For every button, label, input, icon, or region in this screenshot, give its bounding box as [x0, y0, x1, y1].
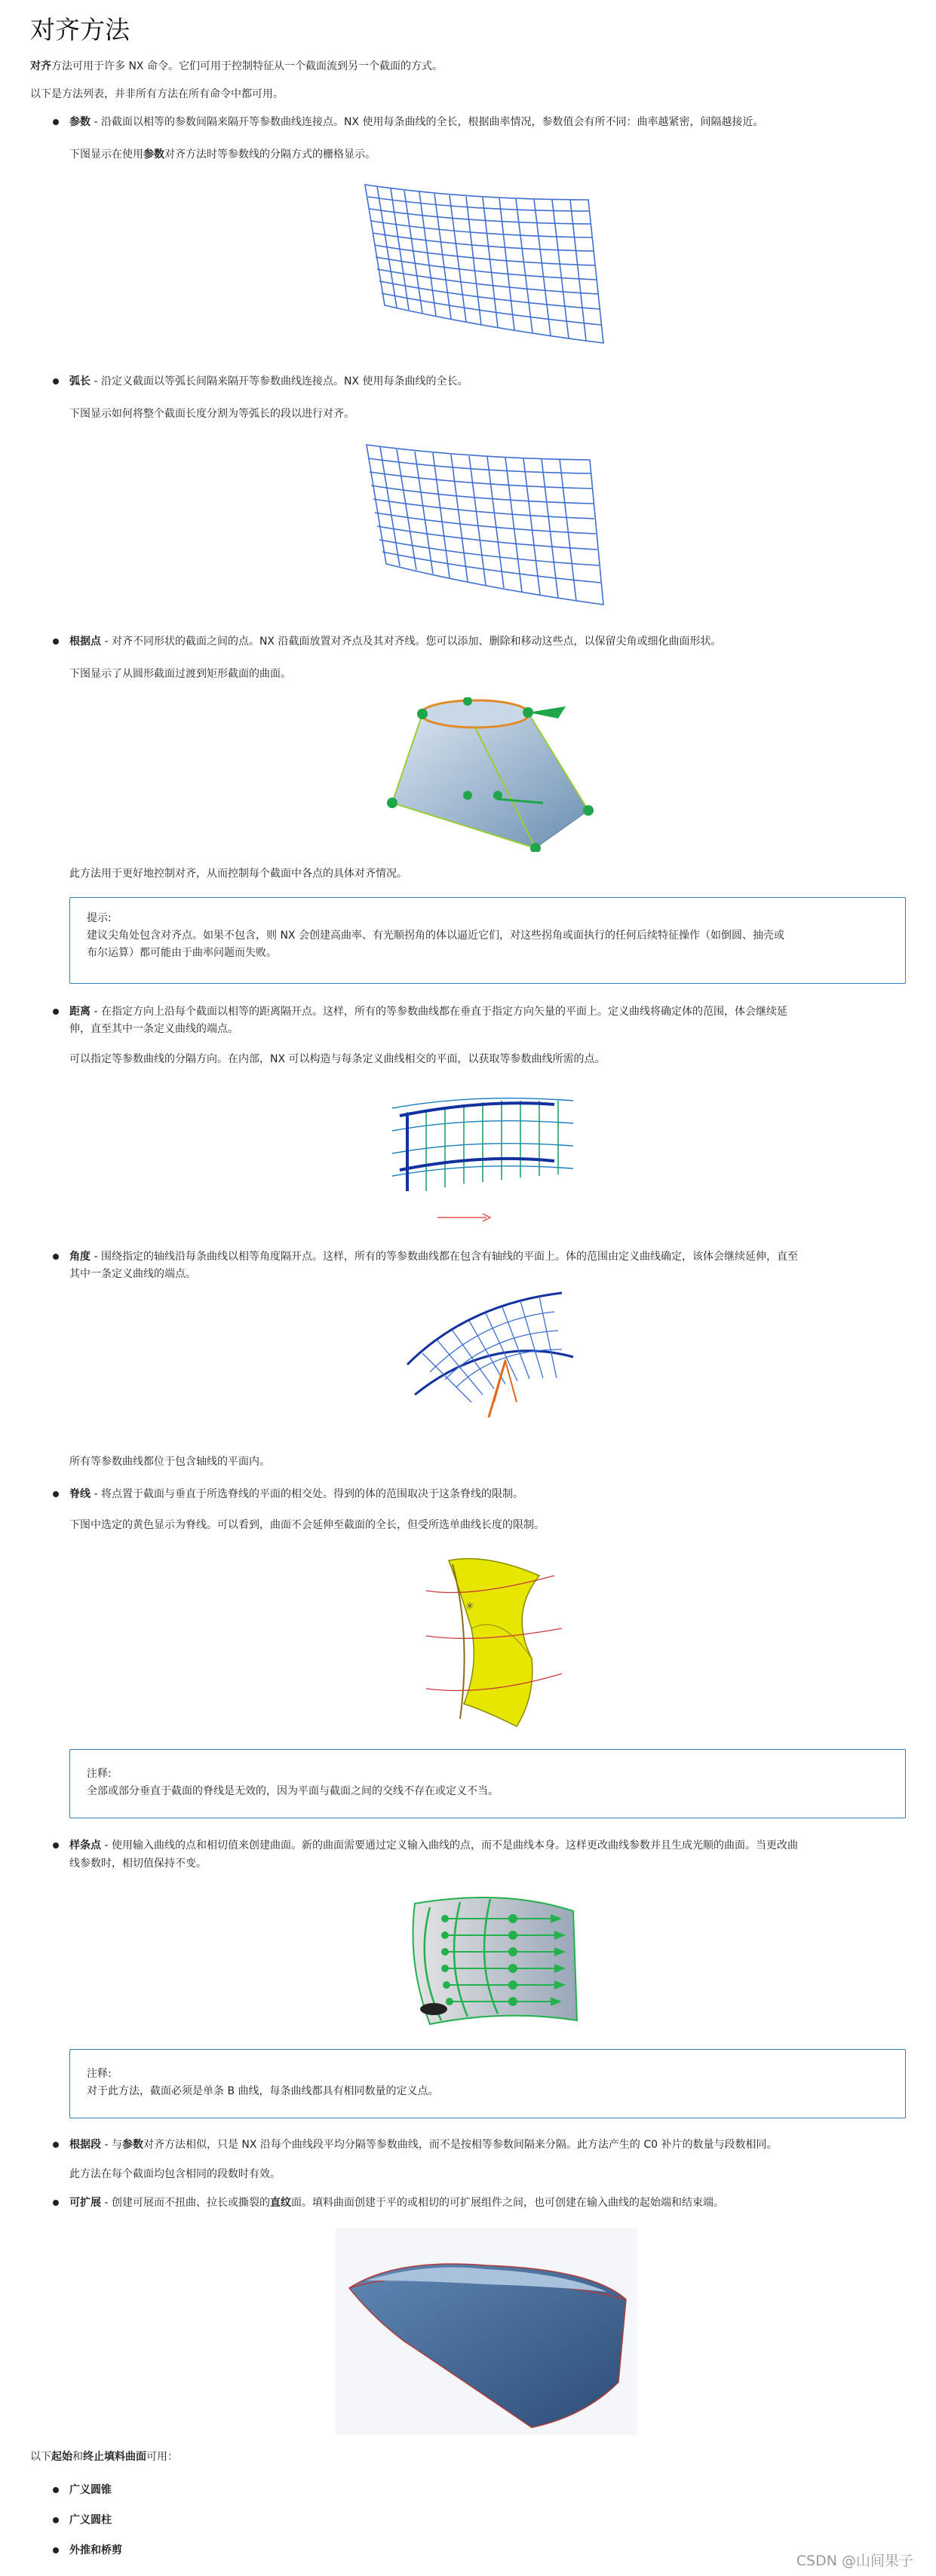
- bullet: [53, 2487, 59, 2493]
- item-sample: 样条点 - 使用输入曲线的点和相切值来创建曲面。新的曲面需要通过定义输入曲线的点，而不是曲线本身。这样更改曲线参数并且生成光顺的曲面。当更改曲: [69, 1839, 798, 1852]
- spine-figure: [419, 1545, 569, 1734]
- note2-text: 对于此方法，截面必须是单条 B 曲线，每条曲线都具有相同数量的定义点。: [87, 2085, 439, 2097]
- item-arc: 弧长 - 沿定义截面以等弧长间隔来隔开等参数曲线连接点。NX 使用每条曲线的全长。: [69, 375, 468, 387]
- param-grid-figure: [354, 177, 611, 362]
- arc-grid-figure: [354, 437, 611, 618]
- item-extend: 可扩展 - 创建可展而不扭曲、拉长或撕裂的直纹面。填料曲面创建于平的或相切的可扩展组件之间，也可创建在输入曲线的起始端和结束端。: [69, 2197, 724, 2209]
- item-sample-2: 线参数时，相切值保持不变。: [69, 1858, 207, 1870]
- bullet: [53, 1009, 59, 1015]
- bullet: [53, 639, 59, 645]
- watermark: CSDN @山间果子: [796, 2553, 913, 2569]
- extend-figure: [336, 2228, 637, 2435]
- outro: 以下起始和终止填料曲面可用：: [30, 2451, 178, 2463]
- outro-item-2: 广义圆柱: [69, 2514, 112, 2526]
- tip-line1: 建议尖角处包含对齐点。如果不包含，则 NX 会创建高曲率、有光顺拐角的体以逼近它们，对这些拐角或面执行的任何后续特征操作（如倒圆、抽壳或: [87, 930, 784, 942]
- item-spine: 脊线 - 将点置于截面与垂直于所选脊线的平面的相交处。得到的体的范围取决于这条脊线的限制。: [69, 1488, 523, 1500]
- item-points-sub: 下图显示了从圆形截面过渡到矩形截面的曲面。: [69, 668, 291, 680]
- bullet: [53, 2200, 59, 2206]
- bullet: [53, 2142, 59, 2148]
- item-angle-after: 所有等参数曲线都位于包含轴线的平面内。: [69, 1456, 270, 1468]
- bullet: [53, 1254, 59, 1260]
- item-distance: 距离 - 在指定方向上沿每个截面以相等的距离隔开点。这样，所有的等参数曲线都在垂直于指定方向矢量的平面上。定义曲线将确定体的范围，体会继续延: [69, 1006, 787, 1018]
- note2-label: 注释:: [87, 2068, 112, 2080]
- intro-paragraph: 对齐方法可用于许多 NX 命令。它们可用于控制特征从一个截面流到另一个截面的方式。: [30, 60, 443, 72]
- item-segment-sub: 此方法在每个截面均包含相同的段数时有效。: [69, 2168, 281, 2180]
- item-spine-sub: 下图中选定的黄色显示为脊线。可以看到，曲面不会延伸至截面的全长，但受所选单曲线长度的限制。: [69, 1519, 545, 1531]
- angle-figure: [400, 1289, 581, 1425]
- points-surface-figure: [377, 697, 596, 852]
- bullet: [53, 119, 59, 125]
- item-param: 参数 - 沿截面以相等的参数间隔来隔开等参数曲线连接点。NX 使用每条曲线的全长，根据曲率情况，参数值会有所不同：曲率越紧密，间隔越接近。: [69, 116, 764, 128]
- bullet: [53, 378, 59, 384]
- tip-label: 提示:: [87, 912, 112, 924]
- item-arc-sub: 下图显示如何将整个截面长度分割为等弧长的段以进行对齐。: [69, 408, 354, 420]
- item-angle: 角度 - 围绕指定的轴线沿每条曲线以相等角度隔开点。这样，所有的等参数曲线都在包含有轴线的平面上。体的范围由定义曲线确定，该体会继续延伸，直至: [69, 1251, 798, 1263]
- sample-figure: [400, 1888, 588, 2035]
- tip-line2: 布尔运算）都可能由于曲率问题而失败。: [87, 947, 277, 959]
- bullet: [53, 1842, 59, 1849]
- item-distance-2: 伸，直至其中一条定义曲线的端点。: [69, 1023, 238, 1035]
- bullet: [53, 2547, 59, 2553]
- item-segment: 根据段 - 与参数对齐方法相似，只是 NX 沿每个曲线段平均分隔等参数曲线，而不是按相等参数间隔来分隔。此方法产生的 C0 补片的数量与段数相同。: [69, 2139, 778, 2151]
- svg-text:✳: ✳: [465, 1600, 474, 1613]
- item-param-sub: 下图显示在使用参数对齐方法时等参数线的分隔方式的栅格显示。: [69, 149, 376, 161]
- outro-item-3: 外推和桥剪: [69, 2544, 122, 2556]
- note1-box: [69, 1749, 906, 1818]
- note1-text: 全部或部分垂直于截面的脊线是无效的，因为平面与截面之间的交线不存在或定义不当。: [87, 1785, 499, 1797]
- distance-figure: [385, 1086, 581, 1236]
- bullet: [53, 2517, 59, 2523]
- page-title: 对齐方法: [30, 15, 130, 44]
- tip-box: [69, 897, 906, 984]
- item-distance-sub: 可以指定等参数曲线的分隔方向。在内部，NX 可以构造与每条定义曲线相交的平面，以获取等参数曲线所需的点。: [69, 1053, 606, 1065]
- outro-item-1: 广义圆锥: [69, 2484, 112, 2496]
- item-points-after: 此方法用于更好地控制对齐，从而控制每个截面中各点的具体对齐情况。: [69, 868, 407, 880]
- item-angle-2: 其中一条定义曲线的端点。: [69, 1268, 196, 1280]
- bullet: [53, 1491, 59, 1497]
- item-points: 根据点 - 对齐不同形状的截面之间的点。NX 沿截面放置对齐点及其对齐线。您可以添加、删除和移动这些点，以保留尖角或细化曲面形状。: [69, 636, 722, 648]
- note1-label: 注释:: [87, 1768, 112, 1780]
- list-intro: 以下是方法列表，并非所有方法在所有命令中都可用。: [30, 88, 284, 100]
- note2-box: [69, 2049, 906, 2118]
